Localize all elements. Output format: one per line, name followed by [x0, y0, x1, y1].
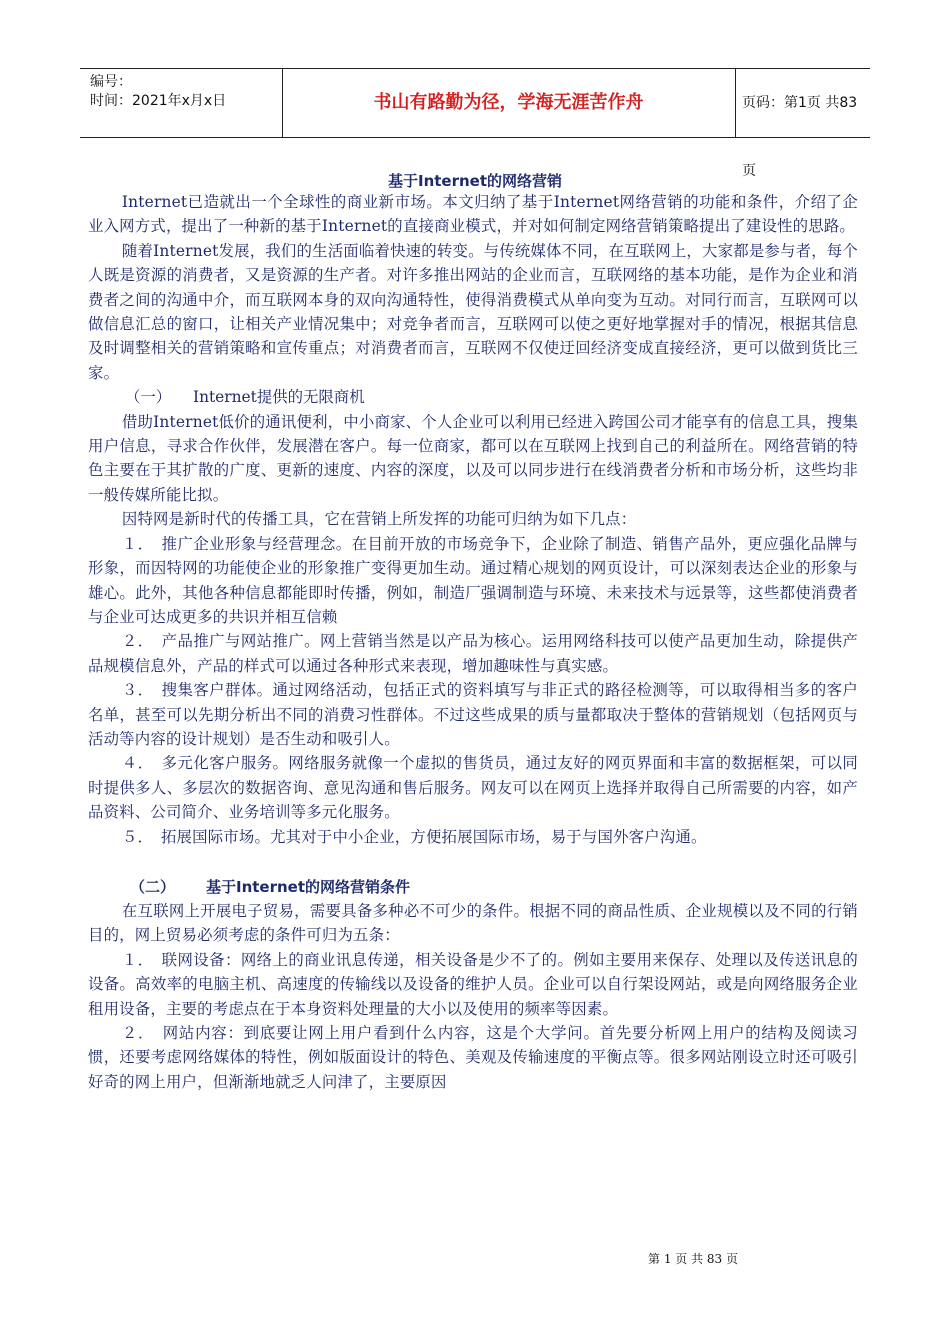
- paragraph: 在互联网上开展电子贸易，需要具备多种必不可少的条件。根据不同的商品性质、企业规模以及不同的行销目的，网上贸易必须考虑的条件可归为五条：: [88, 901, 858, 945]
- list-item: １． 推广企业形象与经营理念。在目前开放的市场竞争下，企业除了制造、销售产品外，更应强化品牌与形象，而因特网的功能使企业的形象推广变得更加生动。通过精心规划的网页设计，可以深刻表达企业的形象与雄心。此外，其他各种信息都能即时传播，例如，制造厂强调制造与环境、未来技术与远景等，这些都使消费者与企业可达成更多的共识并相互信赖: [88, 534, 858, 626]
- subsection-heading: [88, 385, 858, 409]
- list-item: ２． 网站内容：到底要让网上用户看到什么内容，这是个大学问。首先要分析网上用户的结构及阅读习惯，还要考虑网络媒体的特性，例如版面设计的特色、美观及传输速度的平衡点等。很多网站刚设立时还可吸引好奇的网上用户，但渐渐地就乏人问津了，主要原因: [88, 1024, 858, 1091]
- paragraph: 因特网是新时代的传播工具，它在营销上所发挥的功能可归纳为如下几点：: [121, 510, 637, 529]
- subsection-number: （一）: [125, 388, 172, 407]
- header-table: [80, 68, 870, 179]
- list-item: １． 联网设备：网络上的商业讯息传递，相关设备是少不了的。例如主要用来保存、处理以及传送讯息的设备。高效率的电脑主机、高速度的传输线以及设备的维护人员。企业可以自行架设网站，或是向网络服务企业租用设备，主要的考虑点在于本身资料处理量的大小以及使用的频率等因素。: [88, 950, 858, 1018]
- list-item: ３． 搜集客户群体。通过网络活动，包括正式的资料填写与非正式的路径检测等，可以取得相当多的客户名单，甚至可以先期分析出不同的消费习性群体。不过这些成果的质与量都取决于整体的营销规划（包括网页与活动等内容的设计规划）是否生动和吸引人。: [88, 681, 858, 748]
- paragraph: 随着Internet发展，我们的生活面临着快速的转变。与传统媒体不同，在互联网上，大家都是参与者，每个人既是资源的消费者，又是资源的生产者。对许多推出网站的企业而言，互联网络的基本功能，是作为企业和消费者之间的沟通中介，而互联网本身的双向沟通特性，使得消费模式从单向变为互动。对同行而言，互联网可以做信息汇总的窗口，让相关产业情况集中；对竞争者而言，互联网可以使之更好地掌握对手的情况，根据其信息及时调整相关的营销策略和宣传重点；对消费者而言，互联网不仅使迂回经济变成直接经济，更可以做到货比三家。: [88, 241, 858, 382]
- paragraph: 借助Internet低价的通讯便利，中小商家、个人企业可以利用已经进入跨国公司才能享有的信息工具，搜集用户信息，寻求合作伙伴，发展潜在客户。每一位商家，都可以在互联网上找到自己的利益所在。网络营销的特色主要在于其扩散的广度、更新的速度、内容的深度，以及可以同步进行在线消费者分析和市场分析，这些均非一般传媒所能比拟。: [88, 412, 858, 504]
- section-text: 基于Internet的网络营销条件: [206, 877, 411, 896]
- header-meta: [90, 73, 280, 111]
- document-title: 基于Internet的网络营销: [387, 172, 563, 190]
- list-item: ２． 产品推广与网站推广。网上营销当然是以产品为核心。运用网络科技可以使产品更加生动，除提供产品规模信息外，产品的样式可以通过各种形式来表现，增加趣味性与真实感。: [88, 632, 858, 675]
- section-heading: [88, 875, 858, 899]
- document-body: [88, 190, 858, 1094]
- list-item: ５． 拓展国际市场。尤其对于中小企业，方便拓展国际市场，易于与国外客户沟通。: [121, 827, 707, 846]
- list-item: ４． 多元化客户服务。网络服务就像一个虚拟的售货员，通过友好的网页界面和丰富的数据框架，可以同时提供多人、多层次的数据咨询、意见沟通和售后服务。网友可以在网页上选择并取得自己所需要的内容，如产品资料、公司简介、业务培训等多元化服务。: [88, 754, 858, 822]
- paragraph: Internet已造就出一个全球性的商业新市场。本文归纳了基于Internet网络营销的功能和条件，介绍了企业入网方式，提出了一种新的基于Internet的直接商业模式，并对如何制定网络营销策略提出了建设性的思路。: [88, 193, 858, 236]
- document-number-label: 编号：: [90, 74, 132, 90]
- section-number: （二）: [130, 877, 176, 896]
- header-motto: 书山有路勤为径，学海无涯苦作舟: [373, 92, 644, 113]
- document-time-label: 时间：2021年x月x日: [90, 93, 227, 109]
- header-divider: [735, 69, 736, 137]
- header-divider: [282, 69, 283, 137]
- header-page-label: 页码：第1页 共83页: [742, 95, 858, 179]
- subsection-text: Internet提供的无限商机: [193, 388, 365, 407]
- page-footer: 第 1 页 共 83 页: [648, 1252, 738, 1266]
